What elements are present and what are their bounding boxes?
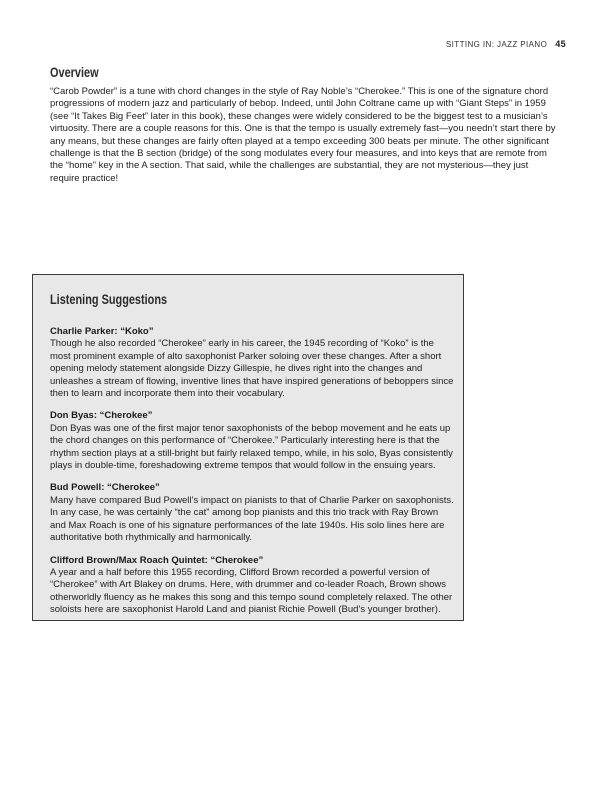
- running-head: [446, 39, 566, 49]
- overview-heading: Overview: [50, 64, 99, 80]
- running-head-section: SITTING IN: JAZZ PIANO: [445, 40, 548, 49]
- entry-title: Don Byas: “Cherokee”: [50, 410, 153, 422]
- listening-entry: [50, 410, 455, 472]
- listening-suggestions-box: [32, 274, 464, 621]
- entry-body: Many have compared Bud Powell’s impact on pianists to that of Charlie Parker on saxophonists. In any case, he was certainly “the cat” among bop pianists and this trio track with Ray Brown and Max Roach is one of his signature performances of the late 1940s. His solo lines here are authoritative both rhythmically and harmonically.: [50, 494, 454, 544]
- listening-entry: [50, 482, 455, 544]
- listening-entry: [50, 326, 455, 400]
- entry-title: Clifford Brown/Max Roach Quintet: “Cherokee”: [50, 554, 264, 566]
- listening-entry: [50, 555, 455, 617]
- entry-body: Though he also recorded “Cherokee” early in his career, the 1945 recording of “Koko” is the most prominent example of alto saxophonist Parker soloing over these changes. After a short opening melody statement alongside Dizzy Gillespie, he dives right into the changes and unleashes a stream of flowing, inventive lines that have inspired generations of beboppers since then to learn and incorporate them into their vocabulary.: [50, 338, 454, 400]
- entry-body: A year and a half before this 1955 recording, Clifford Brown recorded a powerful version of “Cherokee” with Art Blakey on drums. Here, with drummer and co-leader Roach, Brown shows otherworldly fluency as he makes this song and this tempo sound completely relaxed. The other soloists here are saxophonist Harold Land and pianist Richie Powell (Bud’s younger brother).: [50, 566, 453, 616]
- entry-title: Charlie Parker: “Koko”: [50, 326, 154, 337]
- page-number: 45: [555, 39, 566, 49]
- overview-paragraph: “Carob Powder” is a tune with chord changes in the style of Ray Noble’s “Cherokee.” This is one of the signature chord progressions of modern jazz and particularly of bebop. Indeed, until John Coltrane came up with “Giant Steps” in 1959 (see “It Takes Big Feet” later in this book), these changes were widely considered to be the biggest test to a musician’s virtuosity. There are a couple reasons for this. One is that the tempo is usually extremely fast—you needn’t start there by any means, but these changes are fairly often played at a tempo exceeding 300 beats per minute. The other significant challenge is that the B section (bridge) of the song modulates every four measures, and into keys that are remote from the “home” key in the A section. That said, while the challenges are substantial, they are not mysterious—they just require practice!: [50, 86, 556, 184]
- listening-suggestions-heading: Listening Suggestions: [50, 291, 168, 307]
- entry-title: Bud Powell: “Cherokee”: [50, 482, 160, 494]
- listening-entries: [50, 326, 455, 627]
- entry-body: Don Byas was one of the first major tenor saxophonists of the bebop movement and he eats up the chord changes on this performance of “Cherokee.” Particularly interesting here is that the rhythm section plays at a still-bright but fairly relaxed tempo, while, in his solo, Byas consistently plays in double-time, foreshadowing extreme tempos that would follow in the ensuing years.: [50, 422, 453, 472]
